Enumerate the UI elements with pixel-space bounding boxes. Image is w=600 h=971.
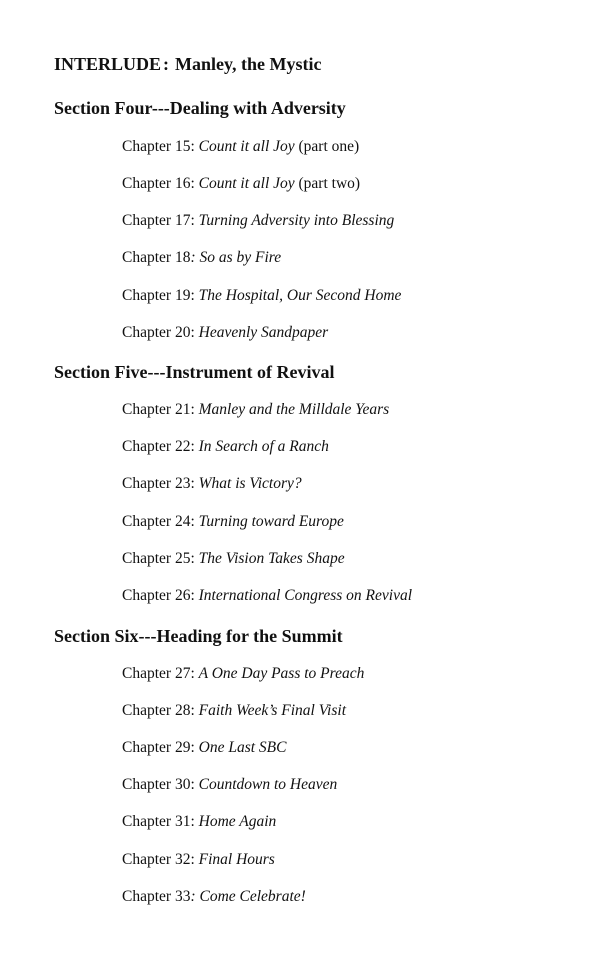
chapter-title: Countdown to Heaven	[198, 776, 338, 793]
chapter-title: Home Again	[198, 813, 277, 830]
chapter-entry	[122, 402, 389, 418]
chapter-title: : Come Celebrate!	[190, 888, 306, 905]
chapter-number: Chapter 22:	[122, 438, 195, 455]
chapter-title: Final Hours	[198, 851, 275, 868]
chapter-entry	[122, 514, 344, 530]
chapter-title: International Congress on Revival	[198, 587, 413, 604]
chapter-number: Chapter 32:	[122, 851, 195, 868]
chapter-entry	[122, 666, 364, 682]
chapter-entry	[122, 250, 281, 266]
chapter-title: A One Day Pass to Preach	[198, 665, 365, 682]
chapter-number: Chapter 15:	[122, 138, 195, 155]
chapter-entry	[122, 777, 337, 793]
chapter-entry	[122, 889, 306, 905]
chapter-entry	[122, 439, 329, 455]
chapter-entry	[122, 139, 359, 155]
chapter-title: Count it all Joy	[198, 175, 295, 192]
interlude-heading	[54, 55, 322, 73]
chapter-entry	[122, 740, 286, 756]
chapter-title: : So as by Fire	[190, 249, 282, 266]
chapter-suffix: (part two)	[298, 175, 361, 192]
chapter-number: Chapter 33	[122, 888, 191, 905]
chapter-title: Heavenly Sandpaper	[198, 324, 329, 341]
chapter-entry	[122, 476, 302, 492]
chapter-number: Chapter 26:	[122, 587, 195, 604]
chapter-number: Chapter 21:	[122, 401, 195, 418]
chapter-entry	[122, 176, 360, 192]
chapter-number: Chapter 18	[122, 249, 191, 266]
interlude-label: INTERLUDE	[54, 54, 162, 74]
chapter-number: Chapter 30:	[122, 776, 195, 793]
chapter-number: Chapter 17:	[122, 212, 195, 229]
chapter-number: Chapter 25:	[122, 550, 195, 567]
chapter-number: Chapter 19:	[122, 287, 195, 304]
chapter-entry	[122, 551, 345, 567]
chapter-number: Chapter 31:	[122, 813, 195, 830]
chapter-title: In Search of a Ranch	[198, 438, 329, 455]
chapter-number: Chapter 29:	[122, 739, 195, 756]
chapter-number: Chapter 16:	[122, 175, 195, 192]
chapter-title: Manley and the Milldale Years	[198, 401, 390, 418]
chapter-title: Count it all Joy	[198, 138, 295, 155]
section-heading: Section Six---Heading for the Summit	[54, 626, 343, 646]
chapter-suffix: (part one)	[298, 138, 360, 155]
chapter-title: The Vision Takes Shape	[198, 550, 345, 567]
chapter-title: The Hospital, Our Second Home	[198, 287, 402, 304]
chapter-entry	[122, 588, 412, 604]
chapter-number: Chapter 20:	[122, 324, 195, 341]
chapter-title: What is Victory?	[198, 475, 302, 492]
chapter-number: Chapter 24:	[122, 513, 195, 530]
chapter-number: Chapter 28:	[122, 702, 195, 719]
interlude-separator: :	[163, 54, 170, 74]
chapter-entry	[122, 703, 346, 719]
chapter-entry	[122, 814, 276, 830]
chapter-number: Chapter 23:	[122, 475, 195, 492]
chapter-number: Chapter 27:	[122, 665, 195, 682]
section-heading: Section Four---Dealing with Adversity	[54, 98, 346, 118]
chapter-title: One Last SBC	[198, 739, 287, 756]
chapter-title: Turning toward Europe	[198, 513, 344, 530]
chapter-entry	[122, 852, 275, 868]
chapter-entry	[122, 213, 394, 229]
section-heading: Section Five---Instrument of Revival	[54, 362, 335, 382]
chapter-title: Faith Week’s Final Visit	[198, 702, 347, 719]
chapter-entry	[122, 288, 401, 304]
chapter-entry	[122, 325, 328, 341]
interlude-title: Manley, the Mystic	[175, 54, 322, 74]
chapter-title: Turning Adversity into Blessing	[198, 212, 395, 229]
